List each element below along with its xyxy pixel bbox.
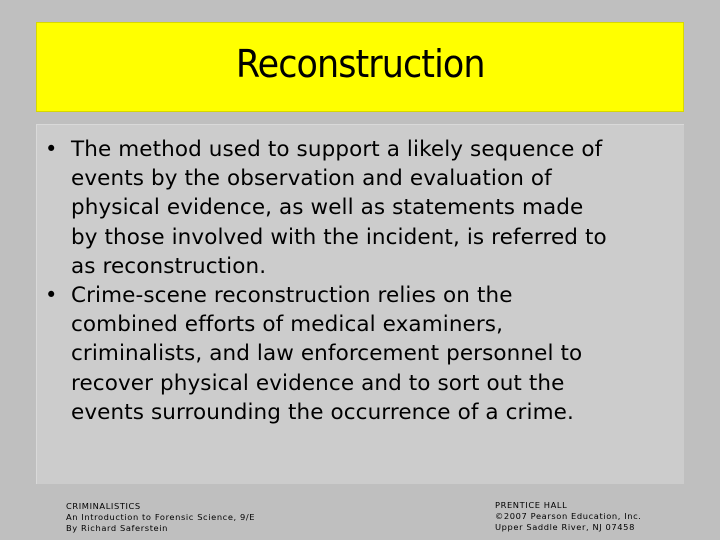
bullet-line: Crime-scene reconstruction relies on the — [71, 283, 513, 309]
bullet-line: physical evidence, as well as statements made — [71, 195, 584, 221]
footer-copyright: ©2007 Pearson Education, Inc. — [495, 511, 642, 521]
bullet-line: recover physical evidence and to sort out the — [71, 370, 565, 396]
title-banner — [36, 22, 684, 112]
bullet-line: events by the observation and evaluation of — [71, 166, 552, 192]
footer-publisher-info — [495, 500, 642, 533]
bullet-dot: • — [45, 137, 58, 161]
footer-book-info — [66, 501, 255, 534]
footer-publisher: PRENTICE HALL — [495, 500, 568, 510]
slide-title: Reconstruction — [235, 42, 485, 86]
bullet-line: events surrounding the occurrence of a crime. — [71, 399, 574, 425]
bullet-line: combined efforts of medical examiners, — [71, 312, 504, 338]
bullet-item-crime-scene-reconstruction — [45, 281, 685, 427]
bullet-line: as reconstruction. — [71, 253, 267, 279]
bullet-item-reconstruction-definition — [45, 135, 685, 281]
content-panel — [36, 124, 684, 484]
bullet-dot: • — [45, 283, 58, 308]
bullet-line: The method used to support a likely sequence of — [71, 137, 603, 162]
footer-author: By Richard Saferstein — [66, 523, 169, 533]
footer-series-name: CRIMINALISTICS — [66, 501, 141, 511]
bullet-line: criminalists, and law enforcement personnel to — [71, 341, 583, 367]
bullet-list — [45, 135, 685, 427]
bullet-line: by those involved with the incident, is referred to — [71, 224, 607, 250]
footer-address: Upper Saddle River, NJ 07458 — [495, 522, 635, 532]
footer-book-title: An Introduction to Forensic Science, 9/E — [66, 512, 256, 522]
